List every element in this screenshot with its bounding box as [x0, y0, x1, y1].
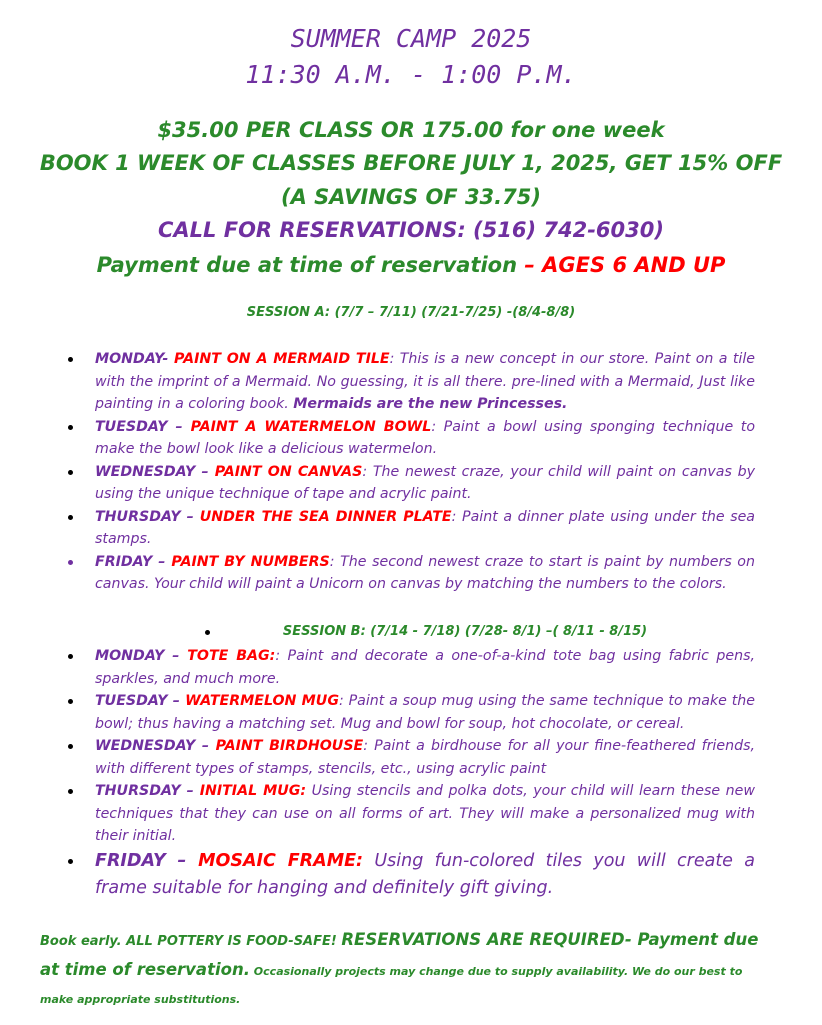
list-item: TUESDAY – PAINT A WATERMELON BOWL: Paint a bowl using sponging technique to make the bowl look like a delicious watermelon. [0, 416, 755, 461]
list-item: MONDAY- PAINT ON A MERMAID TILE: This is a new concept in our store. Paint on a tile with the imprint of a Mermaid. No guessing, it is all there. pre-lined with a Mermaid, Just like painting in a coloring book. Mermaids are the new Princesses. [0, 348, 755, 416]
food-safe: ALL POTTERY IS FOOD-SAFE! [126, 934, 342, 949]
session-a-heading: SESSION A: (7/7 – 7/11) (7/21-7/25) -(8/4-8/8) [246, 305, 576, 320]
list-item: MONDAY – TOTE BAG:: Paint and decorate a one-of-a-kind tote bag using fabric pens, sparkles, and much more. [0, 645, 755, 690]
payment-text: Payment due at time of reservation [96, 253, 518, 277]
list-item: WEDNESDAY – PAINT ON CANVAS: The newest craze, your child will paint on canvas by using the unique technique of tape and acrylic paint. [0, 461, 755, 506]
savings-line: (A SAVINGS OF 33.75) [281, 185, 541, 209]
session-b-list [0, 645, 755, 902]
substitution-note: Occasionally projects may change due to supply availability. We do our best to make appropriate substitutions. [40, 965, 743, 1006]
list-item: THURSDAY – INITIAL MUG: Using stencils and polka dots, your child will learn these new techniques that they can use on all forms of art. They will make a personalized mug with their initial. [0, 780, 755, 848]
camp-title: SUMMER CAMP 2025 [290, 24, 532, 53]
list-item: FRIDAY – MOSAIC FRAME: Using fun-colored tiles you will create a frame suitable for hanging and definitely gift giving. [0, 848, 755, 902]
camp-time: 11:30 A.M. - 1:00 P.M. [245, 60, 577, 89]
list-item: TUESDAY – WATERMELON MUG: Paint a soup mug using the same technique to make the bowl; thus having a matching set. Mug and bowl for soup, hot chocolate, or cereal. [0, 690, 755, 735]
ages-text: – AGES 6 AND UP [517, 253, 726, 277]
list-item: FRIDAY – PAINT BY NUMBERS: The second newest craze to start is paint by numbers on canvas. Your child will paint a Unicorn on canvas by matching the numbers to the colors. [0, 551, 755, 596]
price-line: $35.00 PER CLASS OR 175.00 for one week [157, 118, 665, 142]
list-item: THURSDAY – UNDER THE SEA DINNER PLATE: Paint a dinner plate using under the sea stamps. [0, 506, 755, 551]
book-early: Book early. [40, 934, 127, 949]
session-b-heading: SESSION B: (7/14 - 7/18) (7/28- 8/1) –( 8/11 - 8/15) [282, 624, 648, 639]
session-a-list [0, 348, 755, 596]
footer-note [40, 926, 770, 1012]
discount-line: BOOK 1 WEEK OF CLASSES BEFORE JULY 1, 2025, GET 15% OFF [39, 151, 783, 175]
payment-line [0, 253, 822, 277]
reservations-required: RESERVATIONS ARE REQUIRED- Payment due at time of reservation. [40, 930, 759, 979]
list-item: WEDNESDAY – PAINT BIRDHOUSE: Paint a birdhouse for all your fine-feathered friends, with different types of stamps, stencils, etc., using acrylic paint [0, 735, 755, 780]
call-line: CALL FOR RESERVATIONS: (516) 742-6030) [158, 218, 664, 242]
